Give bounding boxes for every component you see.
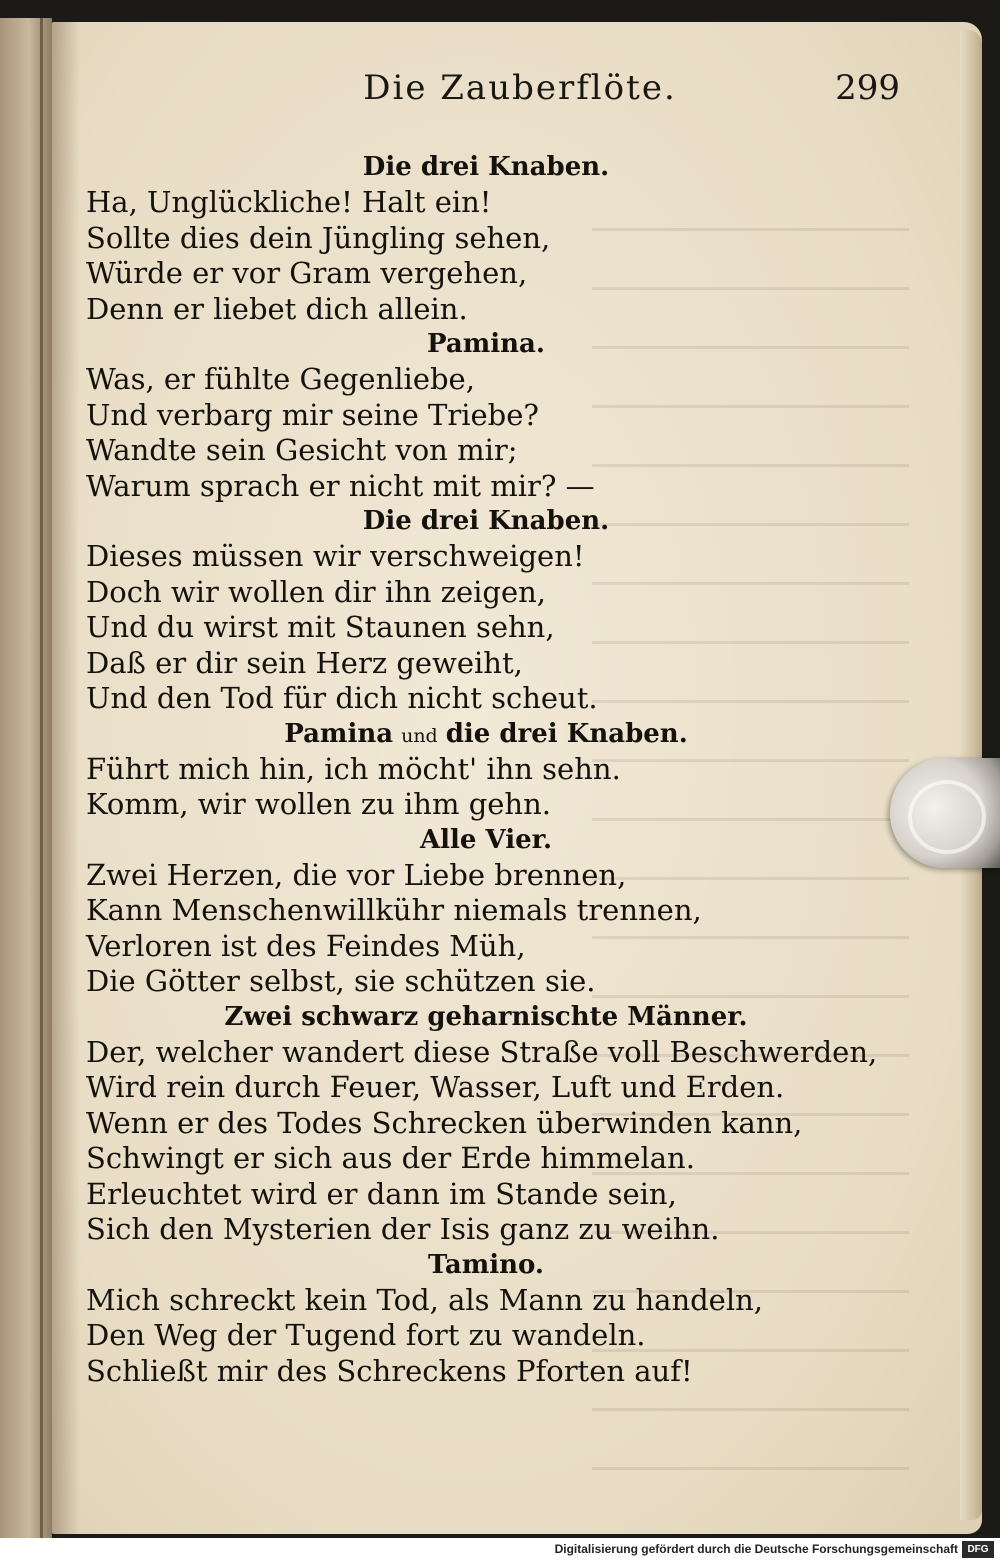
speaker-conjunction: und [401, 724, 438, 747]
dfg-logo: DFG [962, 1541, 994, 1558]
verse-line: Verloren ist des Feindes Müh, [86, 928, 526, 963]
verse-block [86, 1000, 886, 1248]
footer-credit: Digitalisierung gefördert durch die Deutsche Forschungsgemeinschaft [554, 1542, 958, 1556]
verse-line: Zwei Herzen, die vor Liebe brennen, [86, 857, 627, 892]
verse-line: Sich den Mysterien der Isis ganz zu weihn. [86, 1212, 720, 1246]
verse-block [86, 823, 886, 1000]
speaker-heading: Pamina. [427, 329, 545, 359]
verse-line: Der, welcher wandert diese Straße voll Beschwerden, [86, 1034, 878, 1069]
verse-line: Erleuchtet wird er dann im Stande sein, [86, 1176, 677, 1211]
speaker-heading: Die drei Knaben. [362, 506, 610, 536]
verse-line: Und du wirst mit Staunen sehn, [86, 610, 555, 644]
clip-highlight [908, 780, 986, 854]
speaker-heading: Tamino. [428, 1249, 544, 1280]
verse-line: Kann Menschenwillkühr niemals trennen, [86, 893, 702, 927]
verse-line: Dieses müssen wir verschweigen! [86, 539, 585, 573]
verse-line: Mich schreckt kein Tod, als Mann zu handeln, [86, 1282, 764, 1317]
verse-block [86, 150, 886, 327]
verse-block [86, 717, 886, 823]
verse-line: Daß er dir sein Herz geweiht, [86, 645, 523, 680]
verse-line: Und den Tod für dich nicht scheut. [86, 681, 598, 715]
speaker-name: die drei Knaben. [445, 718, 688, 749]
speaker-name: Pamina [284, 718, 394, 749]
running-title: Die Zauberflöte. [363, 68, 677, 108]
spine-shadow [52, 22, 80, 1534]
verse-line: Sollte dies dein Jüngling sehen, [86, 220, 551, 255]
verse-line: Warum sprach er nicht mit mir? — [86, 468, 595, 503]
speaker-heading: Zwei schwarz geharnischte Männer. [224, 1001, 748, 1032]
page-number: 299 [835, 68, 900, 108]
verse-line: Schwingt er sich aus der Erde himmelan. [86, 1141, 695, 1175]
libretto-text [86, 150, 886, 1389]
verse-line: Würde er vor Gram vergehen, [86, 256, 528, 290]
gutter-line [40, 18, 43, 1538]
verse-line: Und verbarg mir seine Triebe? [86, 397, 539, 432]
previous-page-edge [0, 18, 52, 1538]
verse-line: Ha, Unglückliche! Halt ein! [86, 185, 492, 219]
page-clip [890, 758, 1000, 868]
speaker-heading [86, 717, 886, 752]
speaker-heading: Die drei Knaben. [362, 152, 610, 182]
verse-line: Den Weg der Tugend fort zu wandeln. [86, 1318, 646, 1352]
verse-block [86, 504, 886, 717]
verse-line: Komm, wir wollen zu ihm gehn. [86, 787, 551, 821]
verse-line: Was, er fühlte Gegenliebe, [86, 362, 475, 396]
verse-line: Denn er liebet dich allein. [86, 291, 468, 326]
verse-line: Doch wir wollen dir ihn zeigen, [86, 574, 547, 609]
verse-line: Schließt mir des Schreckens Pforten auf! [86, 1353, 693, 1388]
verse-line: Führt mich hin, ich möcht' ihn sehn. [86, 751, 621, 786]
digitization-footer [0, 1538, 1000, 1563]
verse-block [86, 327, 886, 504]
verse-line: Wird rein durch Feuer, Wasser, Luft und Erden. [86, 1070, 785, 1104]
verse-line: Die Götter selbst, sie schützen sie. [86, 964, 596, 998]
verse-block [86, 1248, 886, 1390]
verse-line: Wenn er des Todes Schrecken überwinden kann, [86, 1105, 803, 1140]
verse-line: Wandte sein Gesicht von mir; [86, 433, 518, 467]
speaker-heading: Alle Vier. [419, 824, 553, 855]
